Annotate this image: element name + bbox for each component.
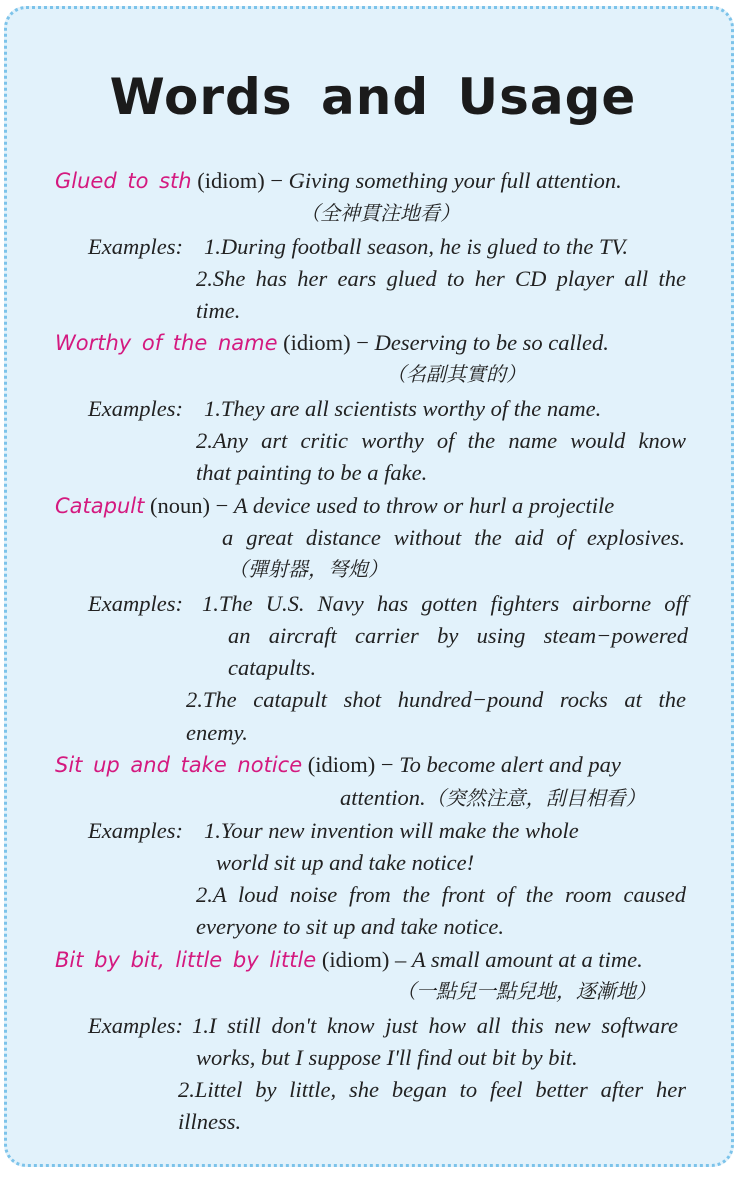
page-title: Words and Usage: [109, 68, 637, 126]
example-line: 2.Any art critic worthy of the name would know: [196, 428, 686, 453]
definition-line: Giving something your full attention.: [288, 168, 622, 193]
example-line: 1.Your new invention will make the whole: [204, 818, 579, 843]
example-line: 1.They are all scientists worthy of the name.: [204, 396, 602, 421]
definition-line: Deserving to be so called.: [374, 330, 609, 355]
part-of-speech: (idiom): [283, 330, 351, 355]
dash: −: [380, 752, 394, 777]
entry-heading: [55, 170, 622, 193]
examples-label: Examples:: [88, 1013, 183, 1038]
examples-label: Examples:: [88, 591, 183, 616]
chinese-translation: （彈射器，弩炮）: [228, 557, 388, 581]
chinese-translation: （一點兒一點兒地，逐漸地）: [396, 979, 656, 1003]
part-of-speech: (idiom): [321, 947, 390, 972]
examples-label: Examples:: [88, 396, 183, 421]
entry-term: Worthy of the name: [55, 331, 278, 355]
examples-label: Examples:: [88, 818, 183, 843]
dash: −: [215, 493, 229, 518]
example-line: 2.She has her ears glued to her CD player all the: [196, 266, 686, 291]
dash: −: [356, 330, 369, 355]
example-line: 1.I still don't know just how all this new software: [192, 1013, 678, 1038]
example-line: an aircraft carrier by using steam−powered: [228, 623, 688, 648]
example-line: works, but I suppose I'll find out bit by bit.: [196, 1045, 578, 1070]
entry-term: Catapult: [55, 494, 145, 518]
example-line: catapults.: [228, 655, 317, 680]
chinese-translation: （突然注意，刮目相看）: [425, 786, 646, 810]
entry-term: Sit up and take notice: [55, 753, 303, 777]
part-of-speech: (idiom): [307, 752, 376, 777]
part-of-speech: (idiom): [197, 168, 265, 193]
entry-heading: [55, 332, 609, 355]
chinese-translation: （全神貫注地看）: [300, 201, 460, 225]
entry-heading: [55, 495, 614, 518]
examples-label: Examples:: [88, 234, 183, 259]
entry-term: Bit by bit, little by little: [55, 948, 317, 972]
example-line: time.: [196, 298, 241, 323]
entry-heading: [55, 949, 643, 972]
example-line: enemy.: [186, 720, 248, 745]
chinese-translation: （名副其實的）: [386, 362, 526, 386]
example-line: world sit up and take notice!: [216, 850, 475, 875]
definition-line: A device used to throw or hurl a projectile: [233, 493, 615, 518]
definition-line: a great distance without the aid of explosives.: [222, 525, 685, 550]
definition-line: To become alert and pay: [399, 752, 621, 777]
definition-line: attention.: [340, 785, 426, 810]
example-line: illness.: [178, 1109, 242, 1134]
entry-heading: [55, 754, 621, 777]
example-line: 1.During football season, he is glued to the TV.: [204, 234, 628, 259]
entry-term: Glued to sth: [55, 169, 192, 193]
example-line: everyone to sit up and take notice.: [196, 914, 505, 939]
example-line: 2.Littel by little, she began to feel better after her: [178, 1077, 686, 1102]
example-line: 1.The U.S. Navy has gotten fighters airborne off: [202, 591, 688, 616]
example-line: 2.A loud noise from the front of the room caused: [196, 882, 686, 907]
example-line: that painting to be a fake.: [196, 460, 428, 485]
part-of-speech: (noun): [149, 493, 210, 518]
definition-line: A small amount at a time.: [411, 947, 643, 972]
dash: –: [394, 947, 407, 972]
dash: −: [270, 168, 284, 193]
example-line: 2.The catapult shot hundred−pound rocks at the: [186, 687, 686, 712]
definition-continuation: [340, 787, 646, 810]
